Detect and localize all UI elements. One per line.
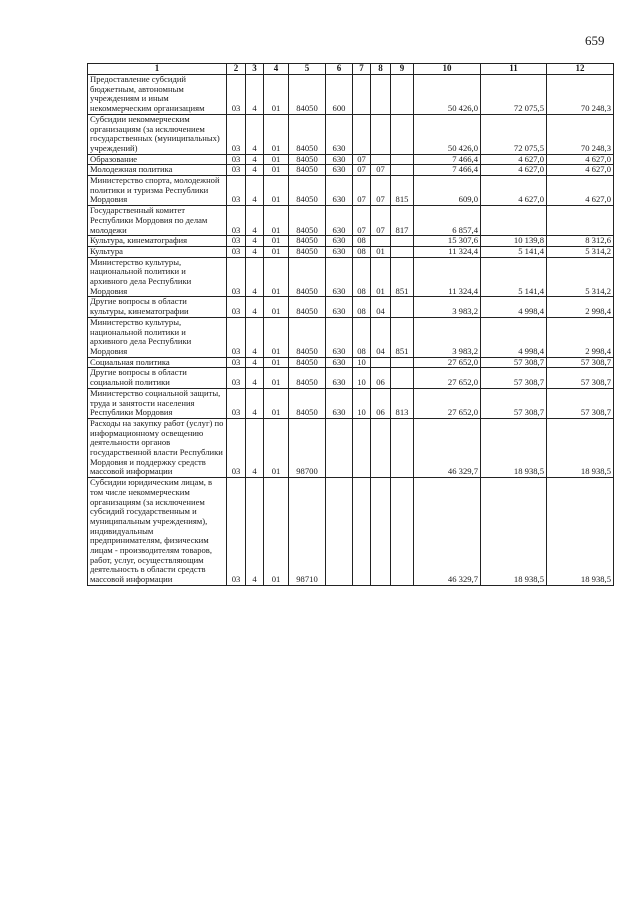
code-cell: 01 [264,368,289,388]
code-cell: 630 [326,297,353,317]
code-cell [391,357,414,368]
code-cell: 84050 [289,206,326,236]
code-cell: 630 [326,317,353,357]
amount-cell [547,206,614,236]
table-row [88,317,614,357]
table-row [88,246,614,257]
column-header: 1 [88,64,227,75]
code-cell [371,114,391,154]
table-row [88,388,614,418]
code-cell: 01 [264,246,289,257]
code-cell: 03 [227,257,246,297]
table-row [88,114,614,154]
row-name-cell: Субсидии юридическим лицам, в том числе некоммерческим организациям (за исключением субсидий государственным и муниципальным учреждениям), индивидуальным предпринимателям, физическим лицам - производителям товаров, работ, услуг, осуществляющим деятельность в области средств массовой информации [88,478,227,586]
table-row [88,236,614,247]
table-header-row [88,64,614,75]
amount-cell: 46 329,7 [414,478,481,586]
code-cell: 84050 [289,246,326,257]
amount-cell: 70 248,3 [547,75,614,115]
code-cell: 4 [246,176,264,206]
code-cell: 06 [371,388,391,418]
code-cell: 03 [227,236,246,247]
amount-cell [481,206,547,236]
code-cell: 08 [353,246,371,257]
code-cell [371,236,391,247]
amount-cell: 7 466,4 [414,154,481,165]
table-row [88,206,614,236]
code-cell: 03 [227,75,246,115]
amount-cell: 4 627,0 [547,165,614,176]
row-name-cell: Министерство социальной защиты, труда и занятости населения Республики Мордовия [88,388,227,418]
row-name-cell: Культура, кинематография [88,236,227,247]
code-cell: 03 [227,368,246,388]
code-cell [353,478,371,586]
table-row [88,154,614,165]
amount-cell: 11 324,4 [414,246,481,257]
code-cell: 08 [353,236,371,247]
code-cell: 4 [246,418,264,477]
amount-cell: 72 075,5 [481,114,547,154]
code-cell [391,154,414,165]
code-cell: 06 [371,368,391,388]
code-cell: 07 [353,154,371,165]
column-header: 4 [264,64,289,75]
code-cell [326,478,353,586]
amount-cell: 7 466,4 [414,165,481,176]
amount-cell: 57 308,7 [547,388,614,418]
code-cell: 630 [326,257,353,297]
code-cell: 84050 [289,357,326,368]
amount-cell: 5 314,2 [547,257,614,297]
code-cell: 01 [264,418,289,477]
amount-cell: 57 308,7 [481,388,547,418]
code-cell: 01 [264,176,289,206]
table-row [88,75,614,115]
code-cell: 84050 [289,257,326,297]
code-cell: 4 [246,236,264,247]
code-cell: 03 [227,357,246,368]
code-cell: 07 [371,176,391,206]
code-cell: 4 [246,388,264,418]
code-cell: 4 [246,154,264,165]
amount-cell: 609,0 [414,176,481,206]
row-name-cell: Министерство культуры, национальной политики и архивного дела Республики Мордовия [88,317,227,357]
row-name-cell: Предоставление субсидий бюджетным, автономным учреждениям и иным некоммерческим организациям [88,75,227,115]
code-cell: 600 [326,75,353,115]
code-cell [391,368,414,388]
amount-cell: 27 652,0 [414,357,481,368]
code-cell: 84050 [289,114,326,154]
amount-cell: 18 938,5 [547,418,614,477]
amount-cell: 46 329,7 [414,418,481,477]
amount-cell: 50 426,0 [414,114,481,154]
row-name-cell: Министерство спорта, молодежной политики и туризма Республики Мордовия [88,176,227,206]
amount-cell: 4 998,4 [481,297,547,317]
code-cell: 01 [371,246,391,257]
column-header: 2 [227,64,246,75]
code-cell: 630 [326,114,353,154]
table-row [88,297,614,317]
amount-cell: 3 983,2 [414,297,481,317]
code-cell: 84050 [289,176,326,206]
code-cell: 98710 [289,478,326,586]
code-cell: 03 [227,154,246,165]
amount-cell: 10 139,8 [481,236,547,247]
column-header: 6 [326,64,353,75]
code-cell: 630 [326,368,353,388]
code-cell: 10 [353,357,371,368]
code-cell: 84050 [289,317,326,357]
table-row [88,257,614,297]
code-cell: 84050 [289,297,326,317]
amount-cell: 4 627,0 [547,176,614,206]
code-cell: 84050 [289,154,326,165]
code-cell: 4 [246,478,264,586]
row-name-cell: Государственный комитет Республики Мордовия по делам молодежи [88,206,227,236]
code-cell: 03 [227,246,246,257]
code-cell: 630 [326,236,353,247]
code-cell: 08 [353,257,371,297]
amount-cell: 27 652,0 [414,368,481,388]
amount-cell: 2 998,4 [547,317,614,357]
row-name-cell: Другие вопросы в области культуры, кинематографии [88,297,227,317]
code-cell: 4 [246,75,264,115]
code-cell: 03 [227,388,246,418]
code-cell: 630 [326,206,353,236]
code-cell: 07 [353,165,371,176]
amount-cell: 57 308,7 [481,357,547,368]
code-cell: 01 [264,478,289,586]
row-name-cell: Расходы на закупку работ (услуг) по информационному освещению деятельности органов государственной власти Республики Мордовия и поддержку средств массовой информации [88,418,227,477]
amount-cell: 2 998,4 [547,297,614,317]
row-name-cell: Субсидии некоммерческим организациям (за исключением государственных (муниципальных) учреждений) [88,114,227,154]
row-name-cell: Социальная политика [88,357,227,368]
amount-cell: 8 312,6 [547,236,614,247]
code-cell: 07 [353,176,371,206]
code-cell [391,418,414,477]
code-cell: 03 [227,114,246,154]
amount-cell: 5 141,4 [481,246,547,257]
code-cell: 84050 [289,388,326,418]
code-cell [371,357,391,368]
amount-cell: 72 075,5 [481,75,547,115]
amount-cell: 50 426,0 [414,75,481,115]
code-cell: 08 [353,317,371,357]
code-cell: 4 [246,357,264,368]
column-header: 9 [391,64,414,75]
amount-cell: 4 627,0 [547,154,614,165]
column-header: 5 [289,64,326,75]
code-cell: 4 [246,317,264,357]
code-cell: 4 [246,257,264,297]
code-cell: 01 [264,154,289,165]
amount-cell: 18 938,5 [481,478,547,586]
table-row [88,176,614,206]
code-cell: 07 [371,206,391,236]
code-cell: 98700 [289,418,326,477]
code-cell: 10 [353,368,371,388]
amount-cell: 57 308,7 [481,368,547,388]
amount-cell: 5 141,4 [481,257,547,297]
code-cell: 04 [371,297,391,317]
amount-cell: 3 983,2 [414,317,481,357]
code-cell: 01 [371,257,391,297]
code-cell [353,75,371,115]
code-cell: 4 [246,368,264,388]
code-cell: 03 [227,418,246,477]
column-header: 11 [481,64,547,75]
amount-cell: 4 627,0 [481,165,547,176]
table-row [88,418,614,477]
table-row [88,478,614,586]
amount-cell: 11 324,4 [414,257,481,297]
code-cell: 630 [326,388,353,418]
amount-cell: 70 248,3 [547,114,614,154]
code-cell: 03 [227,206,246,236]
column-header: 8 [371,64,391,75]
code-cell: 630 [326,154,353,165]
code-cell [353,114,371,154]
code-cell: 630 [326,357,353,368]
code-cell: 07 [371,165,391,176]
code-cell: 4 [246,165,264,176]
amount-cell: 57 308,7 [547,368,614,388]
column-header: 3 [246,64,264,75]
row-name-cell: Молодежная политика [88,165,227,176]
code-cell: 4 [246,297,264,317]
code-cell [391,246,414,257]
amount-cell: 18 938,5 [481,418,547,477]
code-cell: 84050 [289,75,326,115]
code-cell: 10 [353,388,371,418]
code-cell: 84050 [289,368,326,388]
page-number: 659 [585,33,605,48]
code-cell: 630 [326,165,353,176]
amount-cell: 15 307,6 [414,236,481,247]
table-body [88,75,614,586]
column-header: 7 [353,64,371,75]
code-cell: 4 [246,114,264,154]
row-name-cell: Образование [88,154,227,165]
code-cell: 4 [246,206,264,236]
budget-table [87,63,614,586]
code-cell: 4 [246,246,264,257]
code-cell: 01 [264,388,289,418]
row-name-cell: Министерство культуры, национальной политики и архивного дела Республики Мордовия [88,257,227,297]
code-cell [391,236,414,247]
code-cell: 03 [227,317,246,357]
code-cell: 851 [391,257,414,297]
code-cell: 01 [264,114,289,154]
code-cell [391,478,414,586]
amount-cell: 4 998,4 [481,317,547,357]
row-name-cell: Культура [88,246,227,257]
code-cell: 01 [264,357,289,368]
code-cell [391,165,414,176]
code-cell: 817 [391,206,414,236]
code-cell: 01 [264,257,289,297]
code-cell [371,75,391,115]
code-cell: 01 [264,297,289,317]
code-cell [391,75,414,115]
amount-cell: 57 308,7 [547,357,614,368]
code-cell: 03 [227,165,246,176]
amount-cell: 6 857,4 [414,206,481,236]
code-cell: 815 [391,176,414,206]
code-cell: 84050 [289,165,326,176]
code-cell: 03 [227,176,246,206]
row-name-cell: Другие вопросы в области социальной политики [88,368,227,388]
amount-cell: 4 627,0 [481,176,547,206]
code-cell: 03 [227,478,246,586]
code-cell: 01 [264,236,289,247]
table-row [88,357,614,368]
code-cell: 813 [391,388,414,418]
code-cell: 01 [264,317,289,357]
code-cell [391,114,414,154]
amount-cell: 4 627,0 [481,154,547,165]
code-cell: 08 [353,297,371,317]
code-cell: 03 [227,297,246,317]
column-header: 10 [414,64,481,75]
code-cell: 04 [371,317,391,357]
code-cell: 630 [326,176,353,206]
code-cell [326,418,353,477]
amount-cell: 18 938,5 [547,478,614,586]
code-cell: 84050 [289,236,326,247]
code-cell: 01 [264,75,289,115]
table-row [88,368,614,388]
code-cell: 07 [353,206,371,236]
code-cell [391,297,414,317]
code-cell: 630 [326,246,353,257]
code-cell: 01 [264,206,289,236]
code-cell: 851 [391,317,414,357]
code-cell [371,154,391,165]
code-cell: 01 [264,165,289,176]
code-cell [371,418,391,477]
column-header: 12 [547,64,614,75]
code-cell [353,418,371,477]
code-cell [371,478,391,586]
amount-cell: 27 652,0 [414,388,481,418]
table-row [88,165,614,176]
amount-cell: 5 314,2 [547,246,614,257]
